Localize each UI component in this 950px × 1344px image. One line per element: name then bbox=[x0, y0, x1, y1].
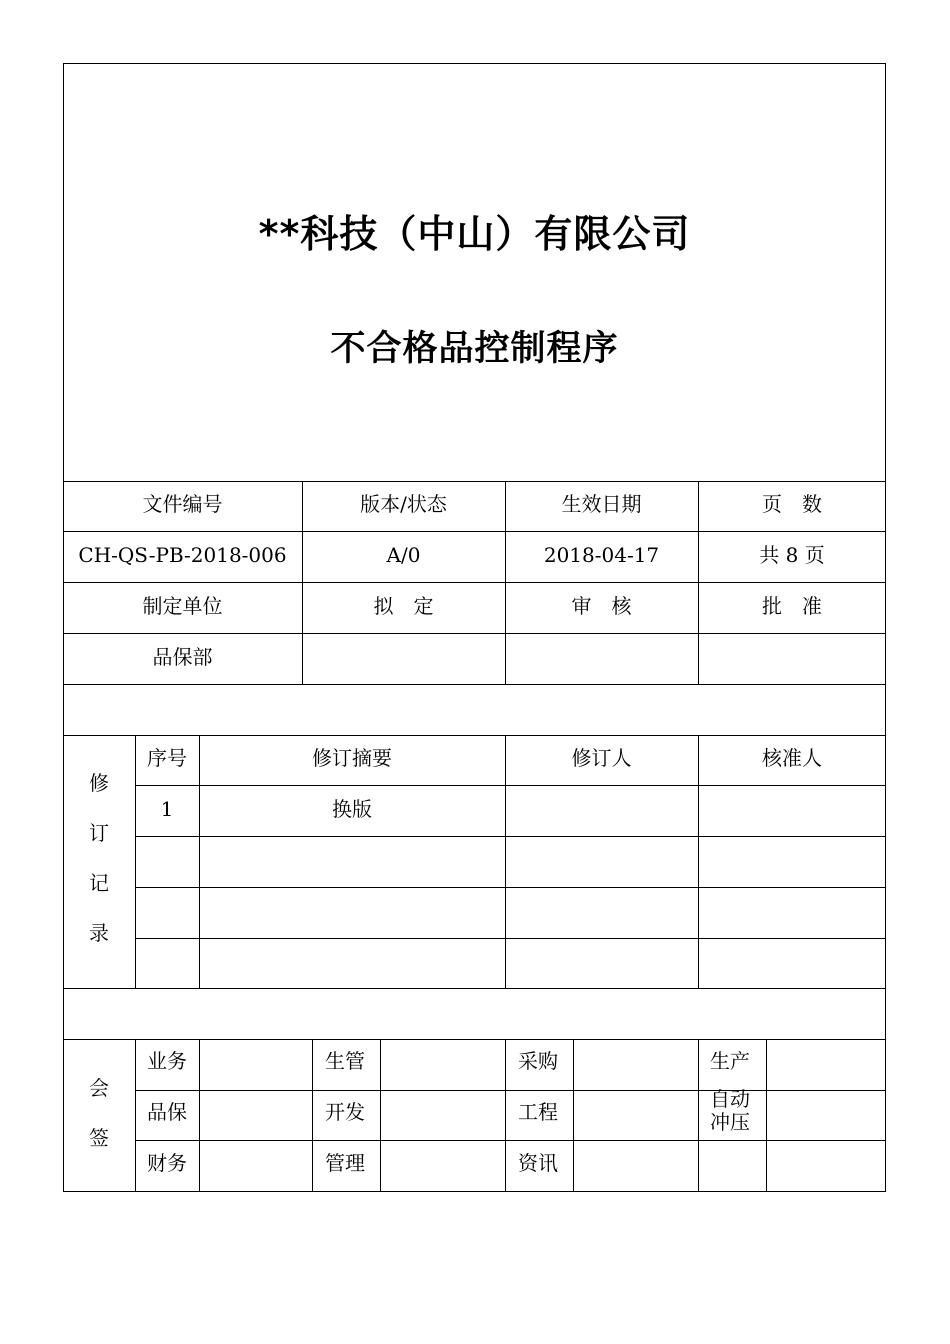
row-divider bbox=[135, 938, 886, 939]
version-status: A/0 bbox=[386, 543, 421, 567]
row-divider bbox=[63, 735, 886, 736]
effective-date: 2018-04-17 bbox=[543, 543, 660, 567]
row-divider bbox=[63, 988, 886, 989]
table-top-line bbox=[63, 481, 886, 482]
issuing-dept: 品保部 bbox=[152, 645, 213, 669]
dept-label: 管理 bbox=[325, 1151, 365, 1175]
row-divider bbox=[135, 1140, 886, 1141]
row-divider bbox=[135, 1090, 886, 1091]
column-divider bbox=[135, 1039, 136, 1192]
header-seq-no: 序号 bbox=[147, 746, 187, 770]
row-divider bbox=[63, 582, 886, 583]
revision-summary: 换版 bbox=[332, 797, 372, 821]
column-divider bbox=[505, 735, 506, 988]
header-revision-summary: 修订摘要 bbox=[312, 746, 392, 770]
revision-section-label bbox=[63, 758, 135, 958]
revision-seq: 1 bbox=[160, 797, 174, 821]
column-divider bbox=[766, 1039, 767, 1192]
dept-label: 生管 bbox=[325, 1049, 365, 1073]
row-divider bbox=[63, 633, 886, 634]
column-divider bbox=[698, 735, 699, 988]
header-document-number: 文件编号 bbox=[142, 492, 223, 516]
row-divider bbox=[135, 836, 886, 837]
dept-label: 工程 bbox=[518, 1100, 558, 1124]
revision-label-char: 录 bbox=[89, 921, 109, 945]
row-divider bbox=[135, 887, 886, 888]
dept-label: 资讯 bbox=[518, 1151, 558, 1175]
column-divider bbox=[199, 735, 200, 988]
dept-label: 业务 bbox=[147, 1049, 187, 1073]
column-divider bbox=[135, 735, 136, 988]
dept-label: 自动冲压 bbox=[710, 1087, 750, 1134]
column-divider bbox=[505, 1039, 506, 1192]
header-issuing-dept: 制定单位 bbox=[142, 594, 223, 618]
column-divider bbox=[573, 1039, 574, 1192]
revision-label-char: 订 bbox=[89, 821, 109, 845]
column-divider bbox=[380, 1039, 381, 1192]
header-revised-by: 修订人 bbox=[571, 746, 632, 770]
countersign-section-label bbox=[63, 1063, 135, 1163]
column-divider bbox=[199, 1039, 200, 1192]
header-effective-date: 生效日期 bbox=[561, 492, 642, 516]
row-divider bbox=[63, 684, 886, 685]
document-number: CH-QS-PB-2018-006 bbox=[78, 543, 287, 567]
dept-label: 品保 bbox=[147, 1100, 187, 1124]
company-name: **科技（中山）有限公司 bbox=[258, 212, 691, 256]
dept-label: 生产 bbox=[710, 1049, 750, 1073]
column-divider bbox=[698, 1039, 699, 1192]
countersign-label-char: 签 bbox=[89, 1126, 109, 1150]
revision-label-char: 修 bbox=[89, 771, 109, 795]
page-count: 共 8 页 bbox=[759, 543, 825, 567]
revision-label-char: 记 bbox=[89, 871, 109, 895]
row-divider bbox=[135, 785, 886, 786]
header-approver: 核准人 bbox=[762, 746, 822, 770]
row-divider bbox=[63, 531, 886, 532]
header-page-count: 页 数 bbox=[762, 492, 822, 516]
header-version-status: 版本/状态 bbox=[360, 492, 447, 516]
countersign-label-char: 会 bbox=[89, 1076, 109, 1100]
dept-label: 采购 bbox=[518, 1049, 558, 1073]
dept-label: 开发 bbox=[325, 1100, 365, 1124]
header-drafted-by: 拟 定 bbox=[373, 594, 434, 618]
row-divider bbox=[63, 1039, 886, 1040]
header-reviewed-by: 审 核 bbox=[571, 594, 632, 618]
column-divider bbox=[312, 1039, 313, 1192]
header-approved-by: 批 准 bbox=[762, 594, 822, 618]
document-title: 不合格品控制程序 bbox=[330, 329, 619, 369]
dept-label: 财务 bbox=[147, 1151, 187, 1175]
document-cover-page bbox=[63, 63, 886, 1192]
